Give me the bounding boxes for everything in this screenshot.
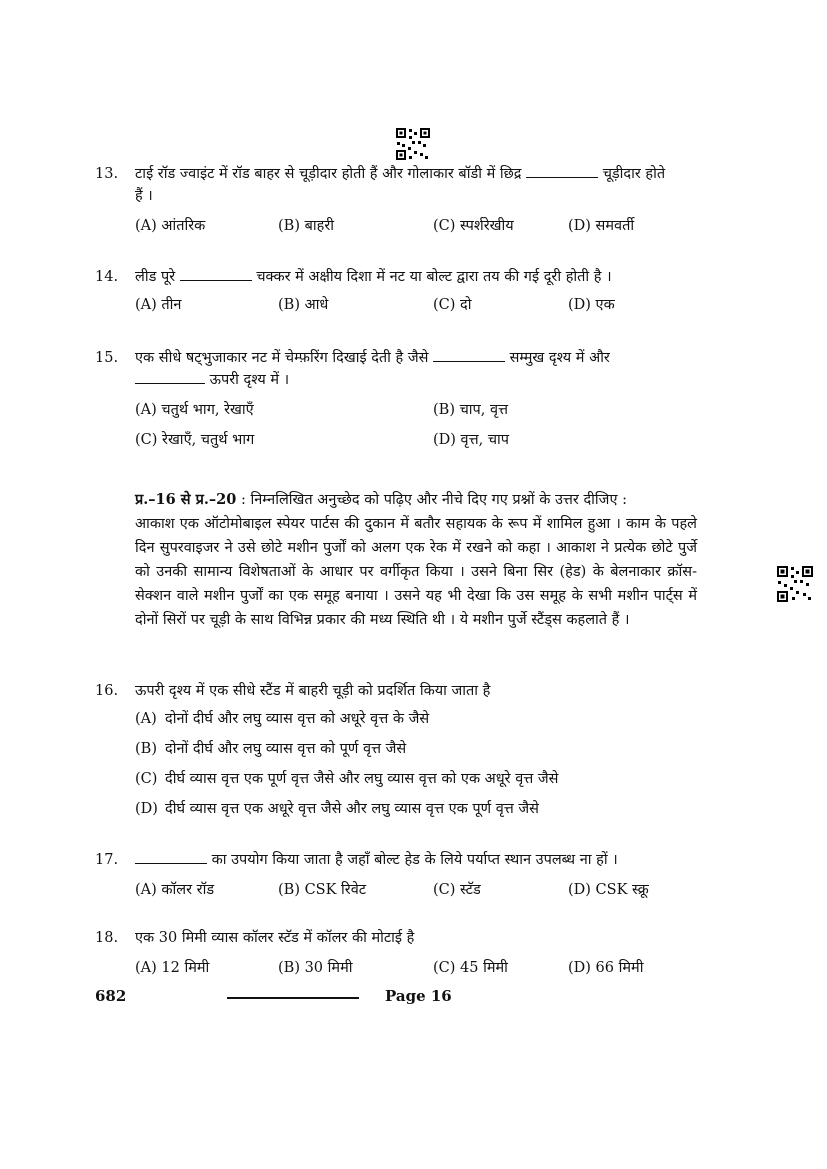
option-a[interactable]: (A) तीन — [135, 297, 182, 313]
options-row — [135, 399, 700, 421]
question-14 — [95, 266, 700, 316]
qr-code-icon — [395, 127, 431, 161]
option-a[interactable]: (A) आंतरिक — [135, 218, 206, 234]
question-number: 15. — [95, 350, 119, 366]
question-text: लीड पूरे चक्कर में अक्षीय दिशा में नट या बोल्ट द्वारा तय की गई दूरी होती है । — [135, 269, 612, 285]
options-row — [135, 215, 700, 237]
option-b[interactable]: (B) 30 मिमी — [278, 960, 353, 976]
qr-code-icon — [776, 565, 814, 603]
question-number: 14. — [95, 269, 119, 285]
option-a[interactable]: (A) कॉलर रॉड — [135, 882, 215, 898]
option-a[interactable]: (A) 12 मिमी — [135, 960, 210, 976]
question-18 — [95, 927, 700, 979]
option-d[interactable]: (D) समवर्ती — [568, 218, 635, 234]
options-row — [135, 879, 700, 901]
question-number: 16. — [95, 683, 119, 699]
question-text: का उपयोग किया जाता है जहाँ बोल्ट हेड के लिये पर्याप्त स्थान उपलब्ध ना हों । — [135, 849, 700, 871]
passage — [135, 488, 697, 632]
question-number: 13. — [95, 166, 119, 182]
question-17 — [95, 849, 700, 901]
passage-body: आकाश एक ऑटोमोबाइल स्पेयर पार्टस की दुकान में बतौर सहायक के रूप में शामिल हुआ । काम के पहले दिन सुपरवाइजर ने उसे छोटे मशीन पुर्जों को अलग एक रेक में रखने को कहा । आकाश ने प्रत्येक छोटे पुर्जे को उनकी सामान्य विशेषताओं के आधार पर वर्गीकृत किया । उसने बिना सिर (हेड) के बेलनाकार क्रॉस-सेक्शन वाले मशीन पुर्जों का एक समूह बनाया । उसने यह भी देखा कि उस समूह के सभी मशीन पार्ट्स में दोनों सिरों पर चूड़ी के साथ विभिन्न प्रकार की मध्य स्थिति थी । ये मशीन पुर्जे स्टैंड्स कहलाते हैं । — [135, 516, 697, 628]
option-b[interactable]: (B) बाहरी — [278, 218, 334, 234]
question-text: एक सीधे षट्भुजाकार नट में चेम्फ़रिंग दिखाई देती है जैसे सम्मुख दृश्य में और ऊपरी दृश्य में । — [135, 350, 610, 388]
footer-divider — [227, 997, 359, 999]
options-row — [135, 294, 700, 316]
answer-blank — [135, 370, 205, 384]
option-c[interactable]: (C) 45 मिमी — [433, 960, 508, 976]
option-d[interactable]: (D) दीर्घ व्यास वृत्त एक अधूरे वृत्त जैसे और लघु व्यास वृत्त एक पूर्ण वृत्त जैसे — [135, 801, 539, 817]
option-d[interactable]: (D) CSK स्क्रू — [568, 882, 649, 898]
answer-blank — [526, 164, 598, 178]
answer-blank — [180, 267, 252, 281]
option-c[interactable]: (C) स्टॅड — [433, 882, 481, 898]
option-d[interactable]: (D) एक — [568, 297, 615, 313]
option-d[interactable]: (D) वृत्त, चाप — [433, 432, 510, 448]
option-c[interactable]: (C) रेखाएँ, चतुर्थ भाग — [135, 432, 255, 448]
paper-code: 682 — [95, 987, 127, 1005]
option-b[interactable]: (B) आधे — [278, 297, 329, 313]
question-15 — [95, 347, 700, 451]
option-b[interactable]: (B) चाप, वृत्त — [433, 402, 509, 418]
answer-blank — [433, 348, 505, 362]
question-13 — [95, 163, 700, 237]
question-text: टाई रॉड ज्वाइंट में रॉड बाहर से चूड़ीदार होती हैं और गोलाकार बॉडी में छिद्र चूड़ीदार होते हैं । — [135, 166, 666, 204]
question-number: 18. — [95, 930, 119, 946]
option-b[interactable]: (B) दोनों दीर्घ और लघु व्यास वृत्त को पूर्ण वृत्त जैसे — [135, 741, 407, 757]
option-d[interactable]: (D) 66 मिमी — [568, 960, 644, 976]
option-a[interactable]: (A) चतुर्थ भाग, रेखाएँ — [135, 402, 254, 418]
question-text: एक 30 मिमी व्यास कॉलर स्टॅड में कॉलर की मोटाई है — [135, 930, 415, 946]
options-list — [135, 708, 700, 828]
answer-blank — [135, 850, 207, 864]
passage-heading: प्र.–16 से प्र.–20 — [135, 491, 237, 508]
option-b[interactable]: (B) CSK रिवेट — [278, 882, 367, 898]
options-row — [135, 957, 700, 979]
question-16 — [95, 680, 700, 828]
page-number: Page 16 — [385, 987, 452, 1005]
question-number: 17. — [95, 852, 119, 868]
passage-intro: : निम्नलिखित अनुच्छेद को पढ़िए और नीचे दिए गए प्रश्नों के उत्तर दीजिए : — [240, 492, 627, 508]
option-c[interactable]: (C) दो — [433, 297, 472, 313]
option-c[interactable]: (C) दीर्घ व्यास वृत्त एक पूर्ण वृत्त जैसे और लघु व्यास वृत्त को एक अधूरे वृत्त जैसे — [135, 771, 559, 787]
question-text: ऊपरी दृश्य में एक सीधे स्टैंड में बाहरी चूड़ी को प्रदर्शित किया जाता है — [135, 683, 491, 699]
option-a[interactable]: (A) दोनों दीर्घ और लघु व्यास वृत्त को अधूरे वृत्त के जैसे — [135, 711, 430, 727]
option-c[interactable]: (C) स्पर्शरेखीय — [433, 218, 514, 234]
page-footer — [95, 987, 700, 1007]
options-row — [135, 429, 700, 451]
